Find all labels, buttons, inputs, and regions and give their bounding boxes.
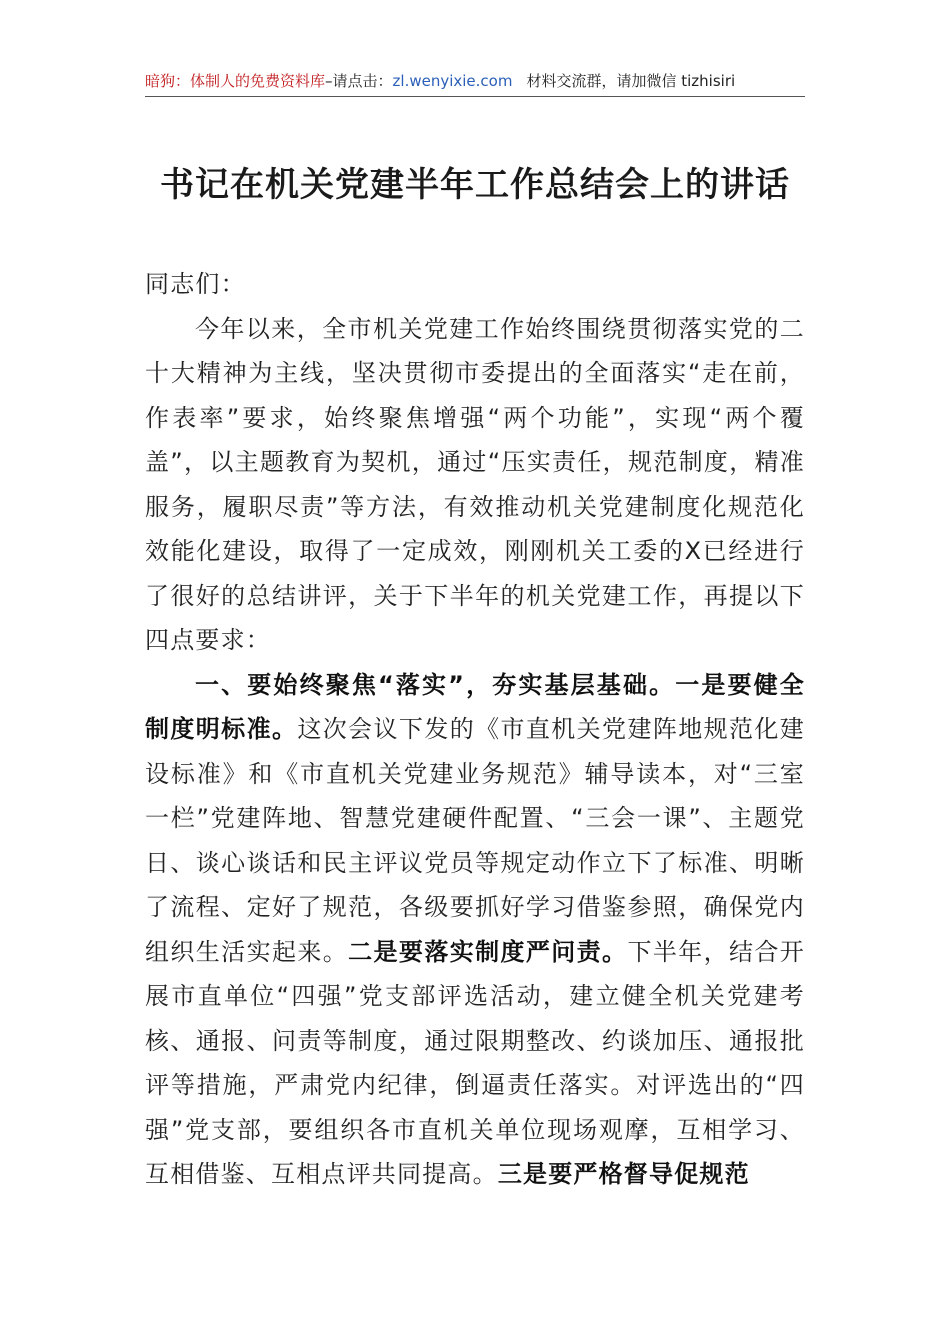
header-divider (145, 96, 805, 97)
header-url-link[interactable]: zl.wenyixie.com (392, 72, 513, 90)
point-2-heading: 二是要落实制度严问责。 (348, 937, 628, 966)
header-contact: 材料交流群，请加微信 tizhisiri (526, 72, 736, 90)
point-1-heading: 一是要健全制度明标准。 (145, 670, 805, 743)
salutation: 同志们： (145, 270, 246, 298)
document-title: 书记在机关党建半年工作总结会上的讲话 (160, 165, 790, 205)
document-body (145, 262, 805, 1197)
header-brand: 暗狗：体制人的免费资料库 (145, 72, 326, 90)
header-separator: –请点击： (325, 72, 393, 90)
point-2-text: 下半年，结合开展市直单位“四强”党支部评选活动，建立健全机关党建考核、通报、问责等制度，通过限期整改、约谈加压、通报批评等措施，严肃党内纪律，倒逼责任落实。对评选出的“四强”党支部，要组织各市直机关单位现场观摩，互相学习、互相借鉴、互相点评共同提高。 (145, 937, 806, 1188)
point-1-text: 这次会议下发的《市直机关党建阵地规范化建设标准》和《市直机关党建业务规范》辅导读本，对“三室一栏”党建阵地、智慧党建硬件配置、“三会一课”、主题党日、谈心谈话和民主评议党员等规定动作立下了标准、明晰了流程、定好了规范，各级要抓好学习借鉴参照，确保党内组织生活实起来。 (145, 715, 806, 966)
section-1-paragraph (145, 663, 805, 1197)
point-3-heading: 三是要严格督导促规范 (497, 1160, 750, 1188)
intro-paragraph: 今年以来，全市机关党建工作始终围绕贯彻落实党的二十大精神为主线，坚决贯彻市委提出的全面落实“走在前，作表率”要求，始终聚焦增强“两个功能”，实现“两个覆盖”，以主题教育为契机，通过“压实责任，规范制度，精准服务，履职尽责”等方法，有效推动机关党建制度化规范化效能化建设，取得了一定成效，刚刚机关工委的X已经进行了很好的总结讲评，关于下半年的机关党建工作，再提以下四点要求： (145, 314, 805, 654)
page-header (145, 70, 805, 92)
section-1-heading: 一、要始终聚焦“落实”，夯实基层基础。 (195, 670, 676, 699)
